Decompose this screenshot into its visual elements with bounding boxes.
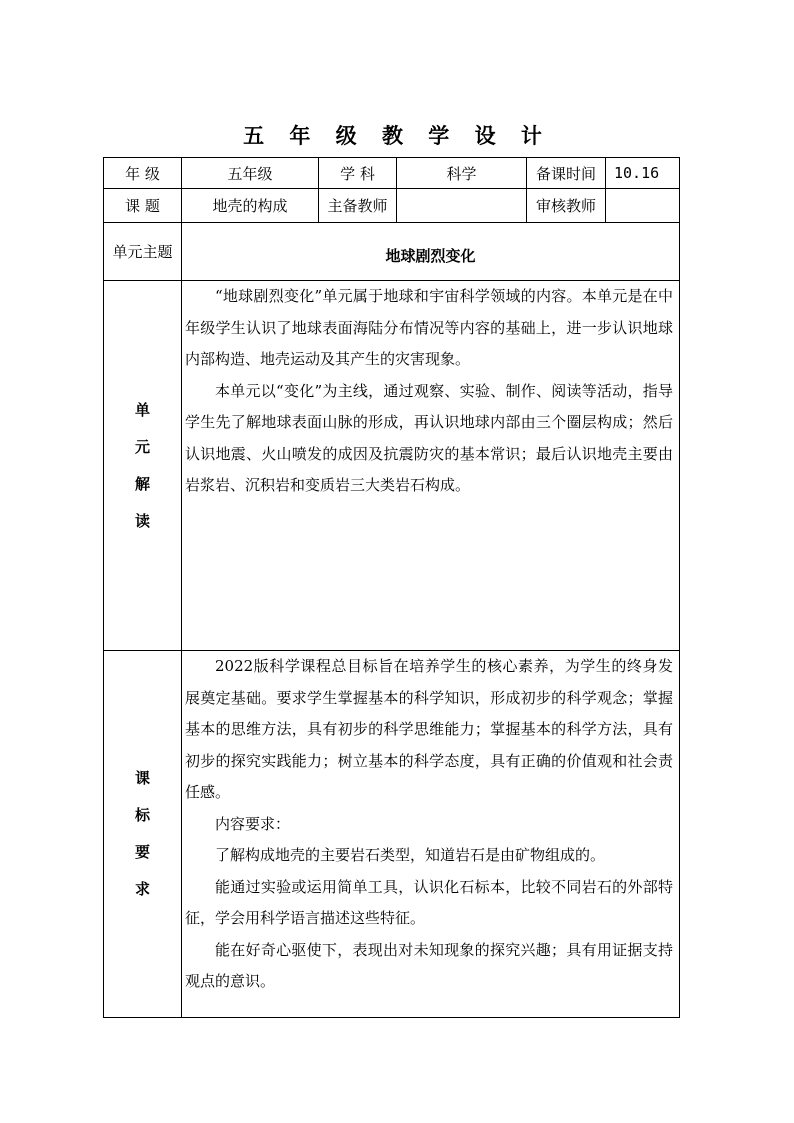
unit-reading-content: [182, 281, 680, 651]
table-row: [104, 223, 680, 281]
paragraph: 内容要求：: [215, 814, 291, 833]
subject-value: 科学: [397, 158, 527, 189]
unit-theme-label: 单元主题: [104, 223, 182, 281]
paragraph: 能通过实验或运用简单工具，认识化石标本，比较不同岩石的外部特征，学会用科学语言描述这些特征。: [185, 877, 673, 927]
unit-reading-label-char: 元: [134, 437, 150, 456]
lesson-plan-table: [103, 157, 680, 1018]
table-row: [104, 158, 680, 189]
lead-teacher-label: 主备教师: [319, 189, 397, 223]
lead-teacher-value: [397, 189, 527, 223]
paragraph: 能在好奇心驱使下，表现出对未知现象的探究兴趣；具有用证据支持观点的意识。: [185, 940, 673, 990]
subject-label: 学 科: [319, 158, 397, 189]
topic-value: 地壳的构成: [182, 189, 319, 223]
paragraph: 本单元以“变化”为主线，通过观察、实验、制作、阅读等活动，指导学生先了解地球表面山脉的形成，再认识地球内部由三个圈层构成；然后认识地震、火山喷发的成因及抗震防灾的基本常识；最后认识地壳主要由岩浆岩、沉积岩和变质岩三大类岩石构成。: [185, 381, 673, 494]
table-row: [104, 189, 680, 223]
paragraph: 2022版科学课程总目标旨在培养学生的核心素养，为学生的终身发展奠定基础。要求学生掌握基本的科学知识，形成初步的科学观念；掌握基本的思维方法，具有初步的科学思维能力；掌握基本的科学方法，具有初步的探究实践能力；树立基本的科学态度，具有正确的价值观和社会责任感。: [185, 657, 673, 801]
prep-time-label: 备课时间: [527, 158, 606, 189]
topic-label: 课 题: [104, 189, 182, 223]
unit-reading-label-char: 读: [134, 511, 150, 530]
prep-time-value: 10.16: [606, 158, 680, 189]
reviewer-value: [606, 189, 680, 223]
curriculum-standards-content: [182, 651, 680, 1018]
curriculum-standards-label: [104, 651, 182, 1018]
paragraph: “地球剧烈变化”单元属于地球和宇宙科学领域的内容。本单元是在中年级学生认识了地球表面海陆分布情况等内容的基础上，进一步认识地球内部构造、地壳运动及其产生的灾害现象。: [185, 287, 673, 368]
unit-theme-value: 地球剧烈变化: [182, 223, 680, 281]
grade-label: 年 级: [104, 158, 182, 189]
table-row: [104, 651, 680, 1018]
curriculum-label-char: 要: [134, 843, 150, 861]
paragraph: 了解构成地壳的主要岩石类型，知道岩石是由矿物组成的。: [215, 846, 606, 864]
curriculum-label-char: 标: [134, 806, 150, 824]
grade-value: 五年级: [182, 158, 319, 189]
reviewer-label: 审核教师: [527, 189, 606, 223]
unit-reading-label-char: 解: [134, 474, 150, 493]
curriculum-label-char: 课: [134, 769, 150, 787]
unit-reading-label-char: 单: [134, 400, 150, 419]
unit-reading-label: [104, 281, 182, 651]
table-row: [104, 281, 680, 651]
page-title: 五 年 级 教 学 设 计: [243, 124, 551, 148]
curriculum-label-char: 求: [134, 880, 150, 898]
